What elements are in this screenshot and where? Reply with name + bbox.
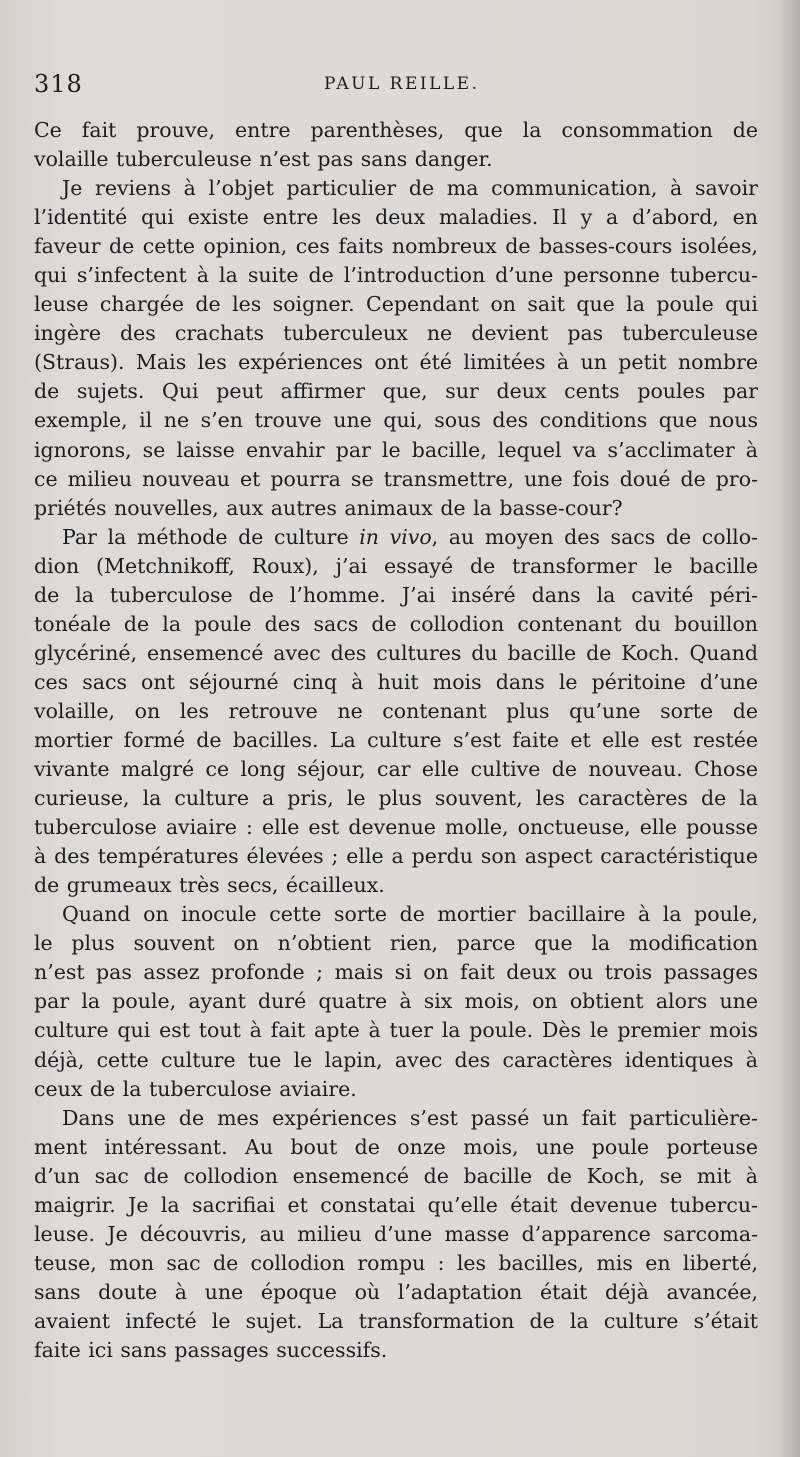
text-line: n’est pas assez profonde ; mais si on fait deux ou trois passages [34, 960, 758, 985]
text-line: ce milieu nouveau et pourra se transmettre, une fois doué de pro- [34, 466, 758, 491]
paragraph [34, 174, 758, 523]
text-line: ignorons, se laisse envahir par le bacille, lequel va s’acclimater à [34, 437, 758, 462]
text-line: Ce fait prouve, entre parenthèses, que la consommation de [34, 118, 758, 142]
text-line: qui s’infectent à la suite de l’introduction d’une personne tubercu- [34, 263, 758, 288]
text-line: de sujets. Qui peut affirmer que, sur deux cents poules par [34, 379, 758, 404]
text-line: faveur de cette opinion, ces faits nombreux de basses-cours isolées, [34, 234, 758, 259]
text-line: sans doute à une époque où l’adaptation était déjà avancée, [34, 1279, 758, 1304]
text-line: leuse chargée de les soigner. Cependant on sait que la poule qui [34, 292, 758, 317]
text-line: Quand on inocule cette sorte de mortier bacillaire à la poule, [62, 902, 758, 927]
text-line: culture qui est tout à fait apte à tuer la poule. Dès le premier mois [34, 1018, 758, 1043]
paragraph [34, 900, 758, 1103]
text-line: curieuse, la culture a pris, le plus souvent, les caractères de la [34, 786, 758, 811]
text-line: ceux de la tuberculose aviaire. [34, 1076, 357, 1101]
text-line: teuse, mon sac de collodion rompu : les bacilles, mis en liberté, [34, 1250, 758, 1275]
text-line: tuberculose aviaire : elle est devenue molle, onctueuse, elle pousse [34, 815, 758, 840]
text-line: vivante malgré ce long séjour, car elle cultive de nouveau. Chose [34, 757, 758, 782]
text-line: d’un sac de collodion ensemencé de bacille de Koch, se mit à [34, 1163, 758, 1188]
text-line: glycériné, ensemencé avec des cultures du bacille de Koch. Quand [34, 640, 758, 665]
page-header [34, 70, 754, 102]
text-line: avaient infecté le sujet. La transformation de la culture s’était [34, 1308, 758, 1333]
text-line: de la tuberculose de l’homme. J’ai inséré dans la cavité péri- [34, 582, 758, 607]
text-line: Je reviens à l’objet particulier de ma communication, à savoir [62, 176, 758, 201]
text-line: ces sacs ont séjourné cinq à huit mois dans le péritoine d’une [34, 669, 758, 694]
text-line: par la poule, ayant duré quatre à six mois, on obtient alors une [34, 989, 758, 1014]
text-line: volaille, on les retrouve ne contenant plus qu’une sorte de [34, 698, 758, 723]
text-line: ment intéressant. Au bout de onze mois, une poule porteuse [34, 1134, 758, 1159]
text-line: leuse. Je découvris, au milieu d’une masse d’apparence sarcoma- [34, 1221, 758, 1246]
text-line: ingère des crachats tuberculeux ne devient pas tuberculeuse [34, 321, 758, 346]
text-line: le plus souvent on n’obtient rien, parce que la modification [34, 931, 758, 956]
text-line: volaille tuberculeuse n’est pas sans danger. [34, 147, 493, 172]
text-line: priétés nouvelles, aux autres animaux de la basse-cour? [34, 495, 623, 520]
text-line: de grumeaux très secs, écailleux. [34, 873, 385, 898]
text-line: Par la méthode de culture in vivo, au moyen des sacs de collo- [62, 524, 758, 549]
text-line: mortier formé de bacilles. La culture s’est faite et elle est restée [34, 727, 758, 752]
text-line: dion (Metchnikoff, Roux), j’ai essayé de transformer le bacille [34, 553, 758, 578]
page-number: 318 [34, 70, 83, 98]
text-line: faite ici sans passages successifs. [34, 1337, 388, 1362]
text-line: l’identité qui existe entre les deux maladies. Il y a d’abord, en [34, 205, 758, 230]
body-text [34, 116, 758, 1365]
text-line: Dans une de mes expériences s’est passé un fait particulière- [62, 1105, 758, 1130]
text-line: (Straus). Mais les expériences ont été limitées à un petit nombre [34, 350, 758, 375]
paragraph [34, 1104, 758, 1365]
running-head: PAUL REILLE. [324, 74, 480, 94]
text-line: tonéale de la poule des sacs de collodion contenant du bouillon [34, 611, 758, 636]
text-line: déjà, cette culture tue le lapin, avec des caractères identiques à [34, 1047, 758, 1072]
paragraph [34, 116, 758, 174]
text-line: à des températures élevées ; elle a perdu son aspect caractéristique [34, 844, 758, 869]
paragraph [34, 523, 758, 901]
text-line: maigrir. Je la sacrifiai et constatai qu’elle était devenue tubercu- [34, 1192, 758, 1217]
text-line: exemple, il ne s’en trouve une qui, sous des conditions que nous [34, 408, 758, 433]
